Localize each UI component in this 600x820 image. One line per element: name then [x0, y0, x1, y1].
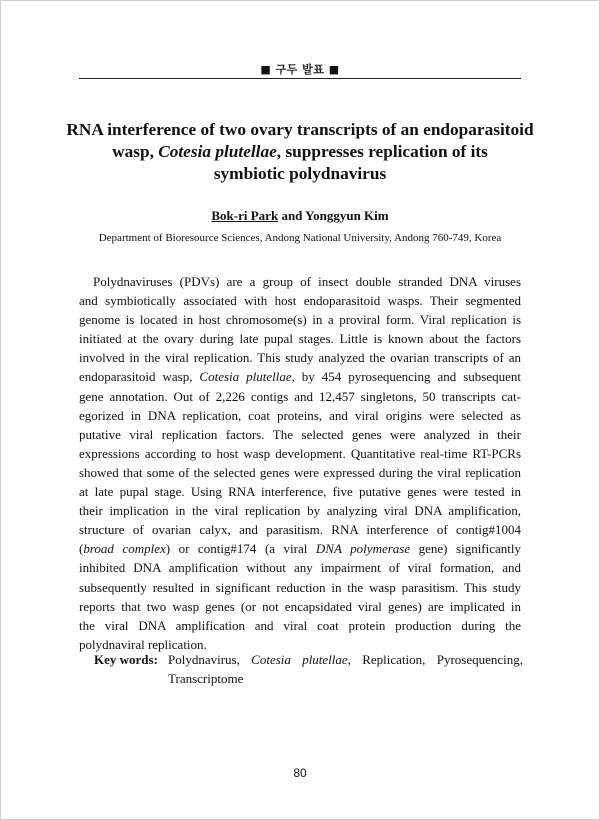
keywords-list — [168, 650, 523, 688]
abstract-line: subsequently resulted in significant reduction in the wasp parasitism. This study — [79, 579, 521, 595]
page-number: 80 — [293, 766, 307, 780]
abstract-segment: ( — [79, 541, 84, 557]
abstract-segment: endoparasitoid wasp, — [79, 369, 200, 385]
abstract-segment: gene) significantly — [410, 541, 522, 557]
abstract-line: polydnaviral replication. — [79, 636, 207, 652]
abstract-line: genome is located in host chromosome(s) in a proviral form. Viral replication is — [79, 312, 521, 328]
abstract — [79, 272, 521, 654]
abstract-line: at late pupal stage. Using RNA interference, five putative genes were tested in — [79, 484, 521, 500]
abstract-line: the viral DNA amplification and viral coat protein production during the — [79, 617, 521, 633]
title-line-1: RNA interference of two ovary transcripts of an endoparasitoid — [66, 120, 534, 139]
abstract-line: expressions according to host wasp development. Quantitative real-time RT-PCRs — [79, 445, 521, 461]
abstract-line: egorized in DNA replication, coat proteins, and viral origins were selected as — [79, 407, 521, 423]
abstract-line: involved in the viral replication. This study analyzed the ovarian transcripts of an — [79, 350, 521, 366]
keywords-line: Transcriptome — [168, 671, 244, 686]
abstract-line: their implication in the viral replication by analyzing viral DNA amplification, — [79, 503, 521, 519]
affiliation: Department of Bioresource Sciences, Andong National University, Andong 760-749, Korea — [98, 232, 502, 244]
abstract-line: initiated at the ovary during late pupal stages. Little is known about the factors — [79, 331, 521, 347]
title-line-2 — [60, 141, 540, 163]
author-list — [0, 208, 600, 224]
abstract-segment: ) or contig#174 (a viral — [165, 541, 316, 557]
title-species-name: Cotesia plutellae — [158, 142, 277, 161]
abstract-segment: , by 454 pyrosequencing and subsequent — [291, 369, 521, 385]
abstract-line: Polydnaviruses (PDVs) are a group of insect double stranded DNA viruses — [93, 274, 521, 289]
keywords-label: Key words: — [94, 652, 158, 667]
abstract-line: gene annotation. Out of 2,226 contigs and 12,457 singletons, 50 transcripts cat- — [79, 388, 521, 404]
keyword-segment: Polydnavirus, — [168, 652, 252, 667]
abstract-line — [79, 539, 521, 558]
abstract-species-name: Cotesia plutellae — [199, 369, 292, 385]
title-segment: wasp, — [112, 142, 159, 161]
abstract-line: and symbiotically associated with host endoparasitoid wasps. Their segmented — [79, 293, 521, 309]
abstract-line — [79, 367, 521, 386]
abstract-line: inhibited DNA amplification without any impairment of viral formation, and — [79, 560, 521, 576]
first-author: Bok-ri Park — [211, 208, 279, 223]
abstract-gene-name: broad complex — [83, 541, 166, 557]
abstract-line: putative viral replication factors. The selected genes were analyzed in their — [79, 426, 521, 442]
header-rule — [79, 78, 521, 79]
abstract-gene-name: DNA polymerase — [315, 541, 411, 557]
title-segment: , suppresses replication of its — [276, 142, 488, 161]
keyword-segment: , Replication, Pyrosequencing, — [347, 652, 523, 667]
paper-title — [60, 119, 540, 185]
abstract-line: reports that two wasp genes (or not encapsidated viral genes) are implicated in — [79, 598, 521, 614]
section-tag: ■ 구두 발표 ■ — [260, 63, 340, 76]
abstract-line: showed that some of the selected genes were expressed during the viral replication — [79, 464, 521, 480]
abstract-line: structure of ovarian calyx, and parasitism. RNA interference of contig#1004 — [79, 522, 521, 538]
title-line-3: symbiotic polydnavirus — [213, 164, 387, 183]
keyword-species-name: Cotesia plutellae — [251, 652, 348, 667]
keywords-line — [168, 650, 523, 669]
co-authors: and Yonggyun Kim — [278, 208, 389, 223]
